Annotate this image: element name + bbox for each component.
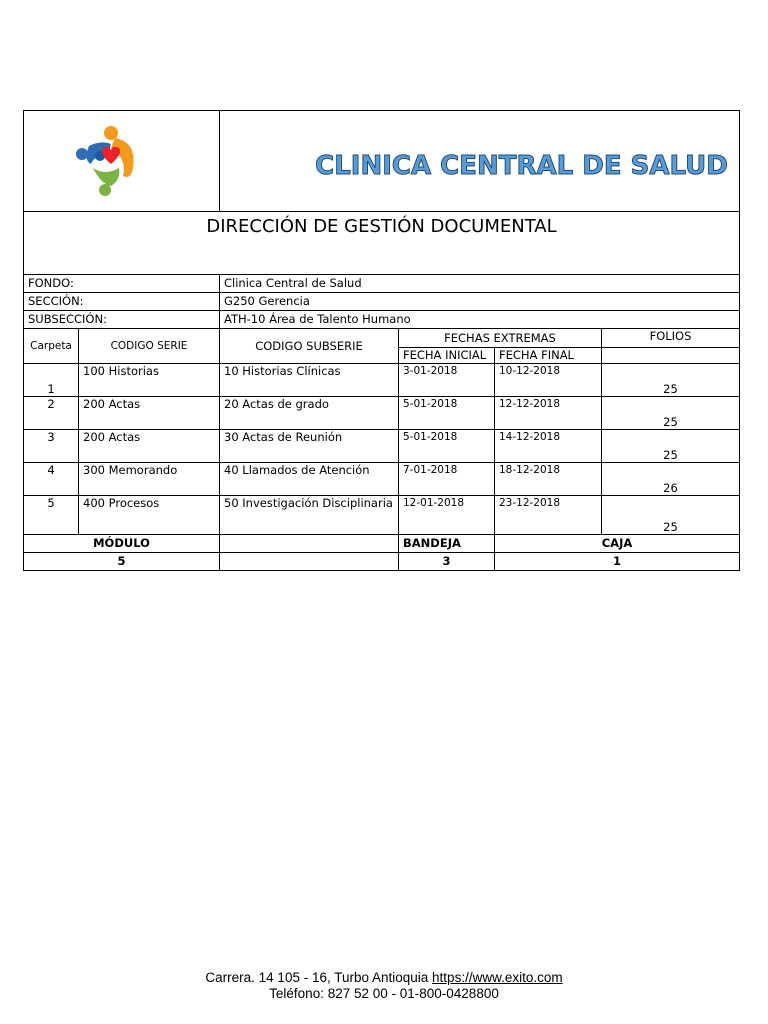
- folios-cell: 25: [602, 430, 740, 463]
- fondo-label: FONDO:: [24, 275, 220, 293]
- folios-cell: 26: [602, 463, 740, 496]
- folios-subheader: [602, 348, 740, 364]
- subserie-cell: 40 Llamados de Atención: [220, 463, 399, 496]
- fecha-inicial-cell: 5-01-2018: [399, 430, 495, 463]
- subseccion-value: ATH-10 Área de Talento Humano: [220, 311, 740, 329]
- table-row: [24, 364, 740, 397]
- table-row: [24, 463, 740, 496]
- footer-phone: Teléfono: 827 52 00 - 01-800-0428800: [269, 986, 499, 1001]
- fecha-inicial-header: FECHA INICIAL: [399, 348, 495, 364]
- serie-cell: 400 Procesos: [79, 496, 220, 535]
- fecha-final-cell: 12-12-2018: [495, 397, 602, 430]
- seccion-row: [24, 293, 740, 311]
- carpeta-cell: 4: [24, 463, 79, 496]
- fecha-inicial-cell: 7-01-2018: [399, 463, 495, 496]
- page-footer: [0, 970, 768, 1002]
- seccion-label: SECCIÓN:: [24, 293, 220, 311]
- logo-cell: [24, 111, 220, 212]
- table-row: [24, 397, 740, 430]
- storage-value-row: [24, 553, 740, 571]
- footer-address: Carrera. 14 105 - 16, Turbo Antioquia: [205, 970, 433, 985]
- modulo-label: MÓDULO: [24, 535, 220, 553]
- folios-cell: 25: [602, 364, 740, 397]
- carpeta-cell: 3: [24, 430, 79, 463]
- seccion-value: G250 Gerencia: [220, 293, 740, 311]
- subseccion-label: SUBSECCIÓN:: [24, 311, 220, 329]
- serie-cell: 200 Actas: [79, 430, 220, 463]
- fecha-final-cell: 14-12-2018: [495, 430, 602, 463]
- carpeta-cell: 1: [24, 364, 79, 397]
- table-row: [24, 496, 740, 535]
- department-row: [24, 212, 740, 275]
- archive-label-sheet: [23, 110, 739, 571]
- department-title: DIRECCIÓN DE GESTIÓN DOCUMENTAL: [24, 212, 740, 275]
- column-header-row: [24, 329, 740, 348]
- subseccion-row: [24, 311, 740, 329]
- subserie-cell: 10 Historias Clínicas: [220, 364, 399, 397]
- subserie-cell: 30 Actas de Reunión: [220, 430, 399, 463]
- folios-cell: 25: [602, 397, 740, 430]
- caja-label: CAJA: [495, 535, 740, 553]
- footer-url-link[interactable]: https://www.exito.com: [432, 970, 563, 985]
- title-cell: [220, 111, 740, 212]
- fecha-final-cell: 10-12-2018: [495, 364, 602, 397]
- folios-cell: 25: [602, 496, 740, 535]
- storage-blank-value: [220, 553, 399, 571]
- fecha-final-header: FECHA FINAL: [495, 348, 602, 364]
- folios-header: FOLIOS: [602, 329, 740, 348]
- fondo-value: Clinica Central de Salud: [220, 275, 740, 293]
- subserie-cell: 50 Investigación Disciplinaria: [220, 496, 399, 535]
- fecha-inicial-cell: 5-01-2018: [399, 397, 495, 430]
- fondo-row: [24, 275, 740, 293]
- caja-value: 1: [495, 553, 740, 571]
- serie-cell: 200 Actas: [79, 397, 220, 430]
- storage-label-row: [24, 535, 740, 553]
- bandeja-value: 3: [399, 553, 495, 571]
- serie-cell: 100 Historias: [79, 364, 220, 397]
- heart-people-logo-icon: [71, 124, 151, 200]
- codigo-serie-header: CODIGO SERIE: [79, 329, 220, 364]
- carpeta-header: Carpeta: [24, 329, 79, 364]
- subserie-cell: 20 Actas de grado: [220, 397, 399, 430]
- serie-cell: 300 Memorando: [79, 463, 220, 496]
- header-row: [24, 111, 740, 212]
- footer-address-line: [0, 970, 768, 986]
- fecha-inicial-cell: 3-01-2018: [399, 364, 495, 397]
- table-row: [24, 430, 740, 463]
- fecha-inicial-cell: 12-01-2018: [399, 496, 495, 535]
- clinic-title: CLINICA CENTRAL DE SALUD: [315, 151, 728, 181]
- bandeja-label: BANDEJA: [399, 535, 495, 553]
- codigo-subserie-header: CODIGO SUBSERIE: [220, 329, 399, 364]
- archive-table: [23, 110, 740, 571]
- carpeta-cell: 2: [24, 397, 79, 430]
- storage-blank-label: [220, 535, 399, 553]
- fecha-final-cell: 18-12-2018: [495, 463, 602, 496]
- modulo-value: 5: [24, 553, 220, 571]
- fecha-final-cell: 23-12-2018: [495, 496, 602, 535]
- fechas-extremas-header: FECHAS EXTREMAS: [399, 329, 602, 348]
- carpeta-cell: 5: [24, 496, 79, 535]
